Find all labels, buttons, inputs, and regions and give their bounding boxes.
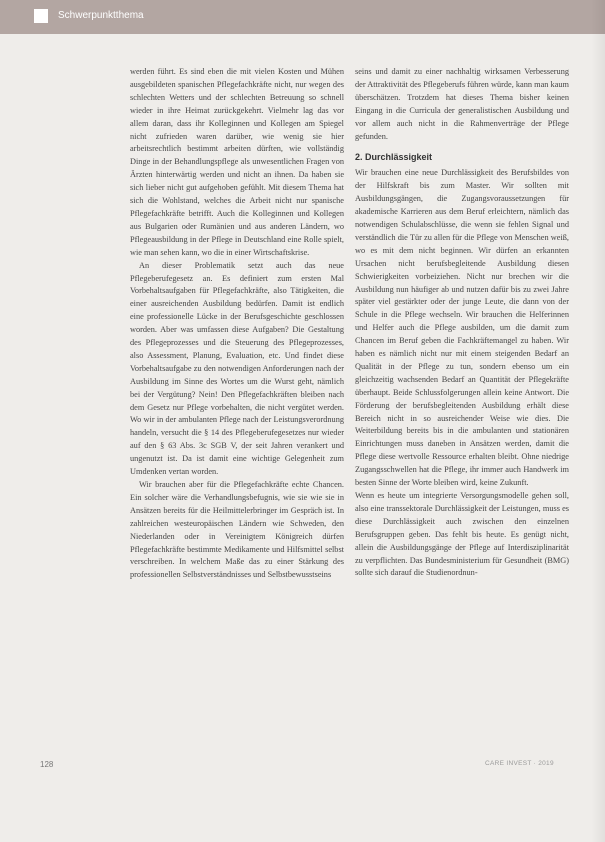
left-column	[130, 66, 344, 582]
section-title: Durchlässigkeit	[365, 152, 433, 163]
paragraph: Wir brauchen eine neue Durchlässigkeit des Berufsbildes von der Hilfskraft bis zum Master. Wir sollten mit Ausbildungsgängen, die Zugangsvoraussetzungen für akademische Karrieren aus dem Beruf erleichtern, nämlich das notwendigen Schulabschlüsse, die wenn sie fehlen Signal und verständlich die Tür zu allen für die Pflege von Menschen weiß, wo es mit dem nicht beginnen. Wir dürfen an erkannten Ursachen nicht berufsbegleitende Ausbildung diesen Schwierigkeiten vorbeiziehen. Nicht nur brechen wir die Ausbildung nun häufiger ab und nutzen dafür bis zu zwei Jahre später viel gestärkter oder der junge Leute, die dann von der Schule in die Pflege wechseln. Wir brauchen die Helferinnen und Helfer auch die Pflege ausbilden, um die damit zum Chancen im Beruf geben die Fachkräftemangel zu haben. Wir haben es nämlich nicht nur mit einem steigenden Bedarf an Qualität in der Pflege zu tun, sondern ebenso um ein gleichzeitig wachsenden Bedarf an Quantität der Pflegekräfte überhaupt. Beide Schlussfolgerungen allein keine Antwort. Die Förderung der berufsbegleitenden Ausbildung erhält diese Bereich nicht in so ausreichender Weise wie dies. Die Weiterbildung bereits bis in die ambulanten und stationären Einrichtungen muss daneben in Ansätzen werden, damit die Pflege diese wertvolle Ressource erhalten bleibt. Ohne niedrige Zugangsschwellen hat die Pflege, ihr immer auch Handwerk im besten Sinne der Worte bleiben wird, keine Zukunft.	[355, 168, 569, 488]
paragraph: Wir brauchen aber für die Pflegefachkräfte echte Chancen. Ein solcher wäre die Verhandlungsbefugnis, wie sie wie sie in Ansätzen bereits für die Heilmittelerbringer im Gespräch ist. In zahlreichen westeuropäischen Ländern wie Schweden, den Niederlanden oder in Vereinigtem Königreich dürfen Pflegefachkräfte bestimmte Medikamente und Hilfsmittel selbst verschreiben. In welchem Maße das zu einer Stärkung des professionellen Selbstverständnisses und Selbstbewusstseins	[130, 480, 344, 580]
header-square-icon	[34, 9, 48, 23]
paragraph: An dieser Problematik setzt auch das neue Pflegeberufegesetz an. Es definiert zum ersten Mal Vorbehaltsaufgaben für Pflegefachkräfte, also Tätigkeiten, die einer ausreichenden Ausbildung bedürfen. Damit ist endlich eine professionelle Lücke in der Berufsgeschichte geschlossen worden. Aber was umfassen diese Aufgaben? Die Gestaltung des Pflegeprozesses und die Steuerung des Pflegeprozesses, also Assessment, Planung, Evaluation, etc. Und findet diese Vorbehaltsaufgabe zu den notwendigen Anforderungen nach der Ausbildung im Sinne des Wortes um die Wurst geht, nämlich bei der Vergütung? Nein! Den Pflegefachkräften bleiben nach dem Gesetz nur Pflege vorbehalten, die nicht vergütet werden. Wo wir in der ambulanten Pflege nach der Leistungsverordnung handeln, versucht die § 14 des Pflegeberufegesetzes nur wieder auf den § 63 Abs. 3c SGB V, der seit Jahren verankert und ungenutzt ist. Da ist damit eine wichtige Gelegenheit zum Umdenken vertan worden.	[130, 260, 344, 477]
section-heading	[355, 151, 569, 164]
page-edge-shadow	[591, 0, 605, 842]
section-number: 2.	[355, 152, 363, 163]
publication-label: CARE INVEST · 2019	[485, 760, 554, 767]
page-number: 128	[40, 760, 54, 769]
paragraph: Wenn es heute um integrierte Versorgungsmodelle gehen soll, also eine transsektorale Durchlässigkeit der Leistungen, muss es diese Durchlässigkeit auch zwischen den einzelnen Berufsgruppen geben. Das fehlt bis heute. Es genügt nicht, allein die Ausbildungsgänge der Pflege auf Interdisziplinarität zu verpflichten. Das Bundesministerium für Gesundheit (BMG) sollte sich darauf die Studienordnun-	[355, 491, 569, 578]
paragraph: seins und damit zu einer nachhaltig wirksamen Verbesserung der Attraktivität des Pflegeberufs führen würde, kann man kaum überschätzen. Trotzdem hat dieses Thema bisher keinen Eingang in die Curricula der generalistischen Ausbildung und vor allem auch nicht in die Rahmenverträge der Pflege gefunden.	[355, 67, 569, 141]
right-column	[355, 66, 569, 580]
paragraph: werden führt. Es sind eben die mit vielen Kosten und Mühen ausgebildeten spanischen Pflegefachkräfte nicht, nur wegen des schlechten Wetters und der schlechten Betreuung so schnell wieder in ihre Heimat zurückgekehrt. Vielmehr lag das vor allem daran, dass ihr Kolleginnen und Kollegen am Spiegel nicht zufrieden waren darüber, wie wenig sie hier arbeitsrechtlich bestimmt arbeiten dürften, wie vollständig Dinge in der Behandlungspflege als unwesentlichen Fragen von Ärzten hinterwärtig werden und nicht an ihnen. Da haben sie sich lieber nicht gut aufgehoben gefühlt. Mit diesem Thema hat sich die Wohlstand, welches die Arbeit nicht nur spanische Pflegefachkräfte betrifft. Auch die Kolleginnen und Kollegen aus Bulgarien oder Rumänien und aus anderen Ländern, wo Pflegeausbildung in der Pflege in Deutschland eine Rolle spielt, wie man sehen kann, wo die in einer Wirtschaftskrise.	[130, 67, 344, 257]
section-label: Schwerpunktthema	[58, 10, 144, 21]
header-bar	[0, 0, 605, 34]
